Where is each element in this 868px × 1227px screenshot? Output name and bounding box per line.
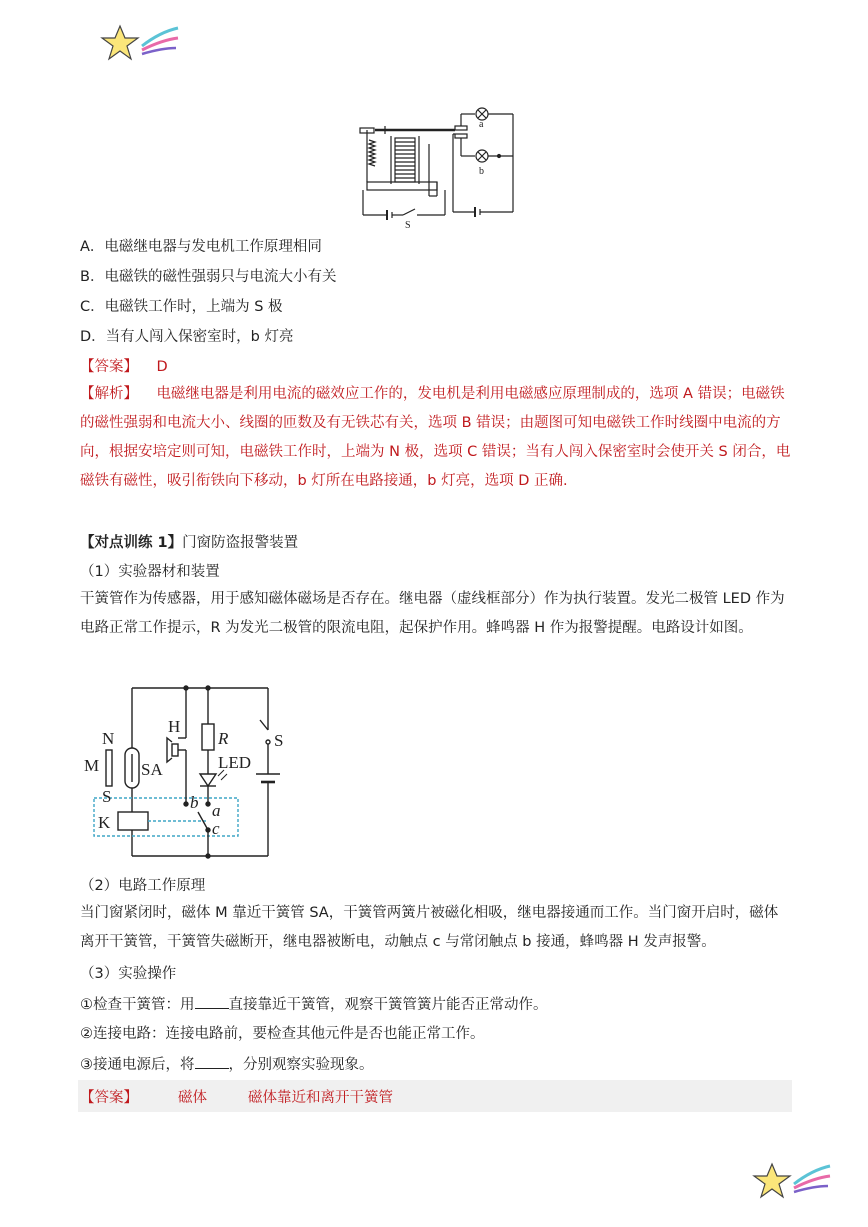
- reed-switch-sa-label: SA: [141, 760, 163, 779]
- relay-circuit-diagram: [355, 100, 525, 230]
- coil-k-label: K: [98, 813, 111, 832]
- section-1-title: （1）实验器材和装置: [80, 564, 220, 580]
- shooting-star-icon: [100, 20, 180, 65]
- magnet-s-label: S: [102, 787, 112, 806]
- answer-label: 【答案】: [80, 359, 138, 375]
- answer-value: D: [156, 359, 168, 375]
- lamp-a-label: a: [479, 119, 484, 130]
- led-label: LED: [218, 753, 252, 772]
- section-2-title: （2）电路工作原理: [80, 878, 206, 894]
- training-answer-2: 磁体靠近和离开干簧管: [248, 1090, 393, 1106]
- step-3: [80, 1054, 374, 1075]
- magnet-m-label: M: [84, 756, 100, 775]
- shooting-star-icon: [752, 1158, 832, 1203]
- step-1: [80, 994, 548, 1015]
- step-3-post: ，分别观察实验现象。: [228, 1057, 374, 1073]
- option-d: D．当有人闯入保密室时，b 灯亮: [80, 329, 294, 345]
- contact-c-label: c: [212, 819, 220, 838]
- step-2: ②连接电路：连接电路前，要检查其他元件是否也能正常工作。: [80, 1026, 485, 1042]
- magnet-n-label: N: [102, 729, 115, 748]
- switch-s-label: S: [405, 220, 411, 230]
- step-3-pre: ③接通电源后，将: [80, 1057, 195, 1073]
- contact-b-label: b: [190, 793, 199, 812]
- buzzer-h-label: H: [168, 717, 181, 736]
- step-1-post: 直接靠近干簧管，观察干簧管簧片能否正常动作。: [228, 997, 548, 1013]
- section-1-text: 干簧管作为传感器，用于感知磁体磁场是否存在。继电器（虚线框部分）作为执行装置。发光二极管 LED 作为电路正常工作提示，R 为发光二极管的限流电阻，起保护作用。蜂鸣器 H 作为报警提醒。电路设计如图。: [80, 591, 785, 636]
- switch-s-label: S: [274, 731, 284, 750]
- option-b: B．电磁铁的磁性强弱只与电流大小有关: [80, 269, 337, 285]
- option-c: C．电磁铁工作时，上端为 S 极: [80, 299, 283, 315]
- training-answer-1: 磁体: [178, 1090, 207, 1106]
- resistor-r-label: R: [218, 729, 229, 748]
- step-3-blank: [195, 1054, 229, 1069]
- alarm-circuit-diagram: [78, 680, 288, 865]
- analysis-text: 电磁继电器是利用电流的磁效应工作的，发电机是利用电磁感应原理制成的，选项 A 错误；电磁铁的磁性强弱和电流大小、线圈的匝数及有无铁芯有关，选项 B 错误；由题图可知电磁铁工作时线圈中电流的方向，根据安培定则可知，电磁铁工作时，上端为 N 极，选项 C 错误；当有人闯入保密室时会使开关 S 闭合，电磁铁有磁性，吸引衔铁向下移动，b 灯所在电路接通，b 灯亮，选项 D 正确.: [80, 386, 791, 489]
- section-3-title: （3）实验操作: [80, 966, 177, 982]
- training-heading-label: 【对点训练 1】: [80, 535, 183, 551]
- analysis-paragraph: [80, 380, 792, 496]
- section-2-text: 当门窗紧闭时，磁体 M 靠近干簧管 SA，干簧管两簧片被磁化相吸，继电器接通而工作。当门窗开启时，磁体离开干簧管，干簧管失磁断开，继电器被断电，动触点 c 与常闭触点 b 接通，蜂鸣器 H 发声报警。: [80, 905, 779, 950]
- step-1-blank: [195, 994, 229, 1009]
- answer-line: [80, 357, 168, 377]
- option-a: A．电磁继电器与发电机工作原理相同: [80, 239, 322, 255]
- training-heading: [80, 533, 298, 553]
- lamp-b-label: b: [479, 166, 484, 177]
- training-heading-title: 门窗防盗报警装置: [182, 535, 299, 551]
- contact-a-label: a: [212, 801, 221, 820]
- training-answer-label: 【答案】: [80, 1090, 138, 1106]
- step-1-pre: ①检查干簧管：用: [80, 997, 195, 1013]
- training-answer-bar: [78, 1080, 792, 1112]
- analysis-label: 【解析】: [80, 386, 138, 402]
